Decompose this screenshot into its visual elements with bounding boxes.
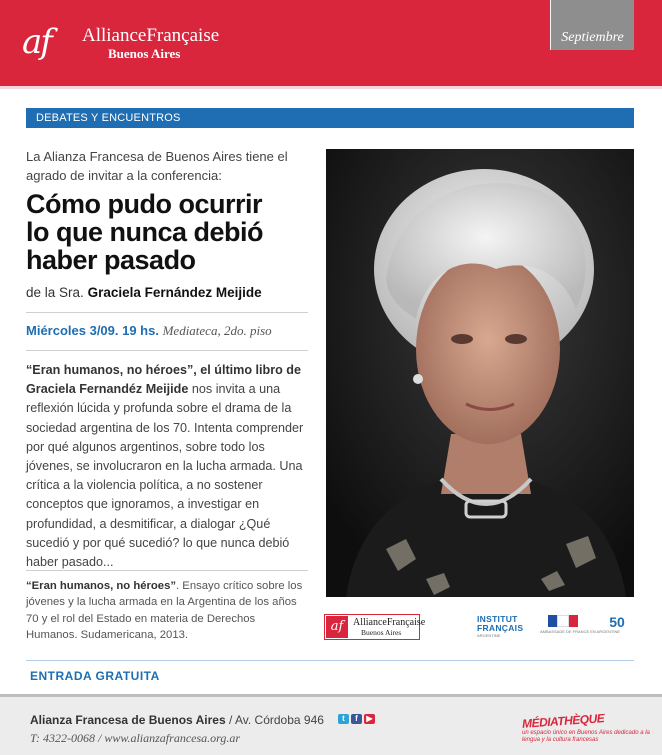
month-tab: Septiembre xyxy=(550,0,634,50)
mediatheque-title: MÉDIATHÈQUE xyxy=(521,711,605,731)
divider xyxy=(26,660,634,661)
alliance-sponsor-logo xyxy=(324,614,426,640)
event-place: Mediateca, 2do. piso xyxy=(162,323,272,338)
footer-phone[interactable]: T: 4322-0068 xyxy=(30,731,96,745)
divider xyxy=(26,350,308,351)
section-bar: DEBATES Y ENCUENTROS xyxy=(26,108,634,128)
footer xyxy=(0,694,662,755)
intro-text: La Alianza Francesa de Buenos Aires tiene el agrado de invitar a la conferencia: xyxy=(26,149,288,183)
alliance-logo-mark: af xyxy=(22,22,51,62)
fifty-number: 50 xyxy=(609,614,625,630)
byline-prefix: de la Sra. xyxy=(26,285,84,300)
twitter-icon[interactable]: t xyxy=(338,714,349,724)
institut-line-3: ARGENTINE xyxy=(477,633,501,638)
event-when xyxy=(26,323,272,339)
footer-contact xyxy=(30,731,240,746)
footer-org: Alianza Francesa de Buenos Aires xyxy=(30,713,226,727)
footer-address xyxy=(30,713,324,727)
mediatheque-subtitle: un espacio único en Buenos Aires dedicado a la lengua y la cultura francesas xyxy=(522,730,650,743)
description-text: nos invita a una reflexión lúcida y profunda sobre el drama de la sociedad argentina de los 70. Intenta comprender por qué algunos argentinos, sobre todo los jóvenes, se involucraron en la lucha armada. Una crítica a la violencia política, a no sostener conceptos que ignoramos, a investigar en profundidad, a desmitificar, a dialogar ¿Qué sucedió y por qué sucedió? lo que nunca debió haber pasado... xyxy=(26,382,304,570)
logo-name-2: Française xyxy=(146,25,220,46)
speaker-name: Graciela Fernández Meijide xyxy=(87,285,262,300)
alliance-logo-text xyxy=(82,26,219,62)
embassy-text: AMBASSADE DE FRANCE EN ARGENTINE xyxy=(540,629,621,634)
speaker-photo xyxy=(326,149,634,597)
free-entry-label: ENTRADA GRATUITA xyxy=(30,669,160,683)
divider xyxy=(26,570,308,571)
speaker-byline xyxy=(26,285,262,300)
social-icons xyxy=(338,714,375,724)
french-flag-icon xyxy=(548,615,578,627)
footer-web[interactable]: / www.alianzafrancesa.org.ar xyxy=(95,731,241,745)
event-title xyxy=(26,190,321,274)
divider xyxy=(26,312,308,313)
description-bold: “Eran humanos, no héroes”, el último libro de Graciela Fernandéz Meijide xyxy=(26,363,302,397)
institut-line-2: FRANÇAIS xyxy=(477,623,524,633)
institut-francais-logo xyxy=(477,615,527,641)
title-line-2: lo que nunca debió xyxy=(26,217,264,247)
fifty-years-logo xyxy=(604,614,630,642)
youtube-icon[interactable]: ▶ xyxy=(364,714,375,724)
institut-line-1: INSTITUT xyxy=(477,614,518,624)
event-date: Miércoles 3/09. 19 hs. xyxy=(26,323,159,338)
description xyxy=(26,361,308,572)
portrait-illustration xyxy=(326,149,634,597)
facebook-icon[interactable]: f xyxy=(351,714,362,724)
logo-city: Buenos Aires xyxy=(108,46,181,61)
sponsor-af-name: AllianceFrançaise xyxy=(353,617,426,628)
mediatheque-logo xyxy=(522,712,652,744)
book-text: . Ensayo crítico sobre los jóvenes y la lucha armada en la Argentina de los años 70 y el rol del Estado en materia de Derechos Humanos. Sudamericana, 2013. xyxy=(26,580,303,641)
header-banner xyxy=(0,0,662,89)
book-note xyxy=(26,578,308,643)
sponsor-af-mark: af xyxy=(326,616,348,638)
logo-name-1: Alliance xyxy=(82,25,147,46)
book-title: “Eran humanos, no héroes” xyxy=(26,580,177,592)
title-line-3: haber pasado xyxy=(26,245,196,275)
footer-street: / Av. Córdoba 946 xyxy=(225,713,324,727)
title-line-1: Cómo pudo ocurrir xyxy=(26,189,262,219)
sponsor-af-city: Buenos Aires xyxy=(361,628,402,637)
